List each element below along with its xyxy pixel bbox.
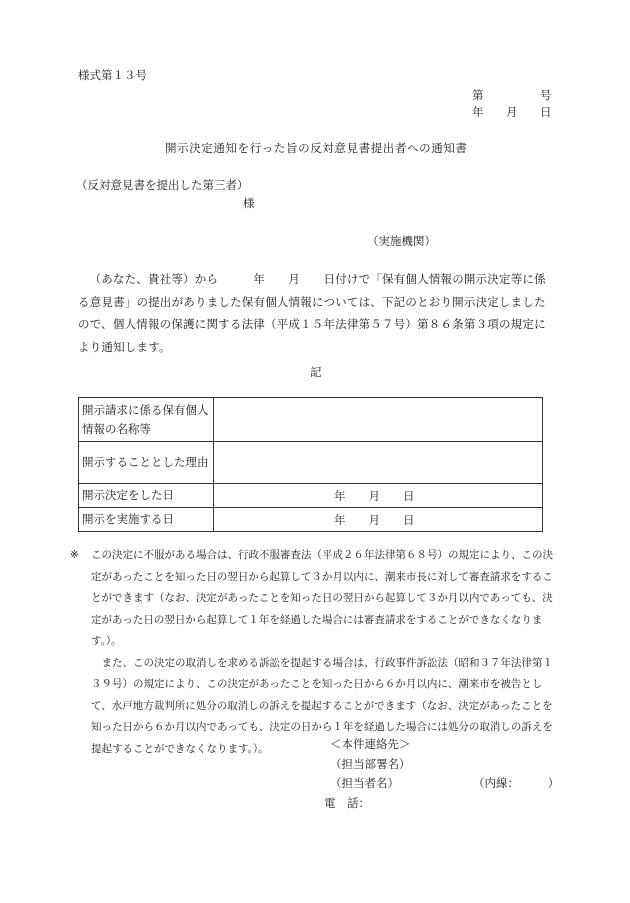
form-number: 様式第１３号 (78, 68, 147, 82)
recipient-honorific: 様 (243, 196, 255, 210)
notes-section (70, 545, 560, 760)
table-row (79, 508, 543, 532)
note-1 (70, 545, 560, 653)
row-label-reason: 開示することとした理由 (79, 442, 214, 484)
body-paragraph: （あなた、貴社等）から 年 月 日付けで「保有個人情報の開示決定等に係る意見書」の提出がありました保有個人情報については、下記のとおり開示決定しましたので、個人情報の保護に関する法律（平成１５年法律第５７号）第８６条第３項の規定により通知します。 (78, 272, 546, 354)
row-label-implementation-date: 開示を実施する日 (79, 508, 214, 532)
note-mark: ※ (70, 549, 79, 561)
doc-number-suffix: 号 (540, 88, 552, 102)
document-title: 開示決定通知を行った旨の反対意見書提出者への通知書 (165, 141, 468, 155)
date-year: 年 (472, 105, 484, 119)
row-value-decision-date: 年 月 日 (214, 484, 543, 508)
recipient-label: （反対意見書を提出した第三者） (76, 178, 249, 192)
contact-person-row (330, 774, 559, 794)
row-value-info-name (214, 398, 543, 442)
row-value-reason (214, 442, 543, 484)
row-label-decision-date: 開示決定をした日 (79, 484, 214, 508)
contact-heading: ＜本件連絡先＞ (330, 737, 411, 751)
contact-section (324, 735, 560, 813)
sender-agency: （実施機関） (367, 234, 436, 248)
row-label-info-name: 開示請求に係る保有個人情報の名称等 (79, 398, 214, 442)
note-2-text: また、この決定の取消しを求める訴訟を提起する場合は、行政事件訴訟法（昭和３７年法律第１３９号）の規定により、この決定があったことを知った日から６か月以内に、潮来市を被告として、水戸地方裁判所に処分の取消しの訴えを提起することができます（なお、決定があったことを知った日から６か月以内であっても、決定の日から１年を経過した場合には処分の取消しの訴えを提起することができなくなります。）。 (91, 656, 553, 755)
row-value-implementation-date: 年 月 日 (214, 508, 543, 532)
date-day: 日 (540, 105, 552, 119)
contact-phone: 電 話： (324, 795, 370, 810)
ki-heading: 記 (310, 365, 322, 379)
table-row (79, 398, 543, 442)
decision-table (78, 397, 543, 532)
table-row (79, 442, 543, 484)
contact-person: （担当者名） (330, 776, 399, 790)
date-month: 月 (506, 105, 518, 119)
note-1-text: この決定に不服がある場合は、行政不服審査法（平成２６年法律第６８号）の規定により、この決定があったことを知った日の翌日から起算して３か月以内に、潮来市長に対して審査請求をすることができます（なお、決定があったことを知った日の翌日から起算して３か月以内であっても、決定があった日の翌日から起算して１年を経過した場合には審査請求をすることができなくなります。）。 (91, 549, 553, 647)
contact-extension: （内線： ） (473, 776, 560, 790)
doc-number-prefix: 第 (472, 88, 484, 102)
table-row (79, 484, 543, 508)
contact-department: （担当部署名） (330, 756, 411, 771)
